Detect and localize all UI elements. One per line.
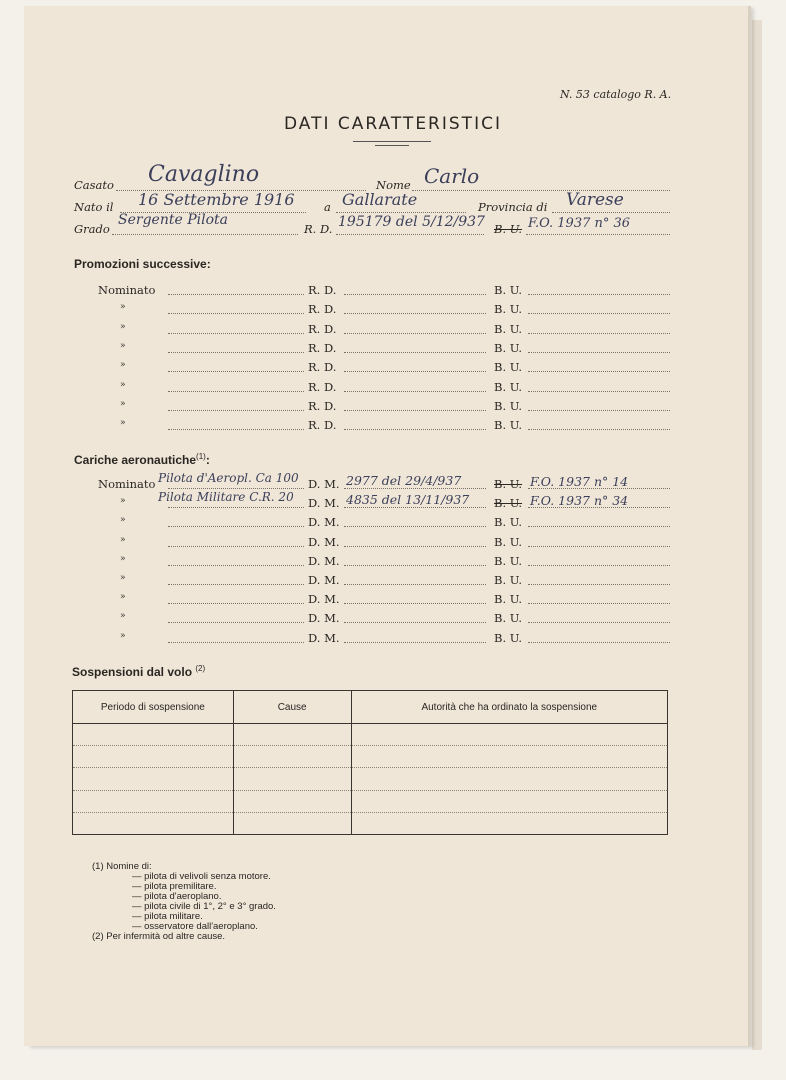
rd-line	[344, 352, 486, 353]
cariche-heading-note: (1)	[196, 452, 206, 461]
casato-value: Cavaglino	[148, 162, 260, 187]
dm-line	[344, 507, 486, 508]
sospensioni-header-row	[73, 691, 668, 724]
dm-label: D. M.	[308, 592, 340, 607]
rd-line	[344, 313, 486, 314]
sospensioni-cell	[351, 812, 667, 834]
bu-label: B. U.	[494, 553, 523, 568]
catalog-number: N. 53 catalogo R. A.	[560, 88, 672, 101]
dm-label: D. M.	[308, 515, 340, 530]
rd-value: 195179 del 5/12/937	[338, 214, 485, 230]
dm-label: D. M.	[308, 534, 340, 549]
rd-line	[344, 294, 486, 295]
sospensioni-heading-note: (2)	[195, 664, 206, 673]
carica-bu-value: F.O. 1937 n° 14	[530, 474, 629, 489]
bu-label: B. U.	[494, 340, 523, 355]
bu-label: B. U.	[494, 379, 523, 394]
bu-line	[528, 294, 670, 295]
ditto-mark: »	[120, 360, 126, 371]
cariche-heading-text: Cariche aeronautiche	[74, 453, 197, 467]
title-line	[168, 546, 304, 547]
bu-value: F.O. 1937 n° 36	[528, 216, 631, 231]
bu-label: B. U.	[494, 477, 523, 491]
casato-label: Casato	[74, 178, 114, 192]
nome-value: Carlo	[424, 164, 480, 188]
rd-line	[344, 410, 486, 411]
bu-label: B. U.	[494, 360, 523, 375]
rd-label: R. D.	[308, 302, 337, 317]
rd-label: R. D.	[308, 360, 337, 375]
carica-dm-value: 2977 del 29/4/937	[346, 473, 462, 488]
a-line	[336, 212, 466, 213]
dm-line	[344, 488, 486, 489]
dm-label: D. M.	[308, 573, 340, 587]
rd-line	[336, 234, 484, 235]
grado-label: Grado	[74, 222, 110, 236]
page-edge	[752, 20, 762, 1050]
sospensioni-cell	[351, 724, 667, 746]
sospensioni-cell	[351, 790, 667, 812]
a-label: a	[324, 200, 331, 214]
rd-line	[344, 429, 486, 430]
title-line	[168, 526, 304, 527]
rd-label: R. D.	[308, 321, 337, 336]
a-value: Gallarate	[342, 190, 418, 209]
ditto-mark: »	[120, 611, 126, 622]
sospensioni-row	[73, 812, 668, 834]
footnote-1f: — osservatore dall'aeroplano.	[132, 921, 258, 932]
title-line	[168, 333, 304, 334]
ditto-mark: »	[120, 592, 126, 603]
rd-line	[344, 333, 486, 334]
bu-line	[528, 526, 670, 527]
footnote-1c: — pilota d'aeroplano.	[132, 891, 222, 902]
nominato-label: Nominato	[98, 283, 156, 297]
ditto-mark: »	[120, 398, 126, 409]
bu-label: B. U.	[494, 283, 523, 297]
bu-line	[528, 584, 670, 585]
footnote-1d: — pilota civile di 1°, 2° e 3° grado.	[132, 901, 276, 912]
rd-label: R. D.	[308, 283, 337, 297]
bu-label: B. U.	[494, 534, 523, 549]
bu-label: B. U.	[494, 573, 523, 587]
title-line	[168, 584, 304, 585]
sospensioni-cell	[73, 746, 234, 768]
bu-label: B. U.	[494, 302, 523, 317]
nome-line	[412, 190, 670, 191]
carica-title-value: Pilota Militare C.R. 20	[158, 490, 294, 505]
ditto-mark: »	[120, 573, 126, 583]
bu-line	[528, 371, 670, 372]
carica-bu-value: F.O. 1937 n° 34	[530, 493, 629, 509]
ditto-mark: »	[120, 418, 126, 429]
nominato-label: Nominato	[98, 477, 156, 491]
bu-line	[528, 391, 670, 392]
rd-label: R. D.	[308, 379, 337, 394]
sospensioni-cell	[73, 768, 234, 790]
bu-line	[528, 410, 670, 411]
sospensioni-heading	[72, 664, 205, 679]
ditto-mark: »	[120, 515, 126, 526]
dm-line	[344, 526, 486, 527]
bu-line	[528, 546, 670, 547]
sospensioni-cell	[233, 790, 351, 812]
provincia-value: Varese	[566, 190, 624, 210]
dm-line	[344, 584, 486, 585]
grado-line	[112, 234, 298, 235]
dm-line	[344, 603, 486, 604]
bu-label: B. U.	[494, 515, 523, 530]
provincia-label: Provincia di	[478, 200, 548, 214]
bu-label: B. U.	[494, 592, 523, 607]
sospensioni-heading-text: Sospensioni dal volo	[72, 665, 193, 679]
bu-line	[526, 234, 670, 235]
grado-value: Sergente Pilota	[118, 212, 228, 228]
title-line	[168, 603, 304, 604]
bu-label: B. U.	[494, 398, 523, 413]
dm-label: D. M.	[308, 496, 340, 511]
bu-label: B. U.	[494, 321, 523, 336]
title-line	[168, 313, 304, 314]
ditto-mark: »	[120, 630, 126, 641]
dm-line	[344, 546, 486, 547]
sospensioni-row	[73, 790, 668, 812]
title-line	[168, 622, 304, 623]
bu-line	[528, 313, 670, 314]
sospensioni-table	[72, 690, 668, 835]
sospensioni-cell	[73, 724, 234, 746]
sospensioni-row	[73, 768, 668, 790]
bu-line	[528, 352, 670, 353]
rd-label: R. D.	[308, 418, 337, 433]
footnote-2: (2) Per infermità od altre cause.	[92, 931, 226, 942]
nato-value: 16 Settembre 1916	[138, 190, 295, 209]
title-line	[168, 391, 304, 392]
bu-label: B. U.	[494, 418, 523, 433]
bu-line	[528, 622, 670, 623]
ditto-mark: »	[120, 321, 126, 332]
title-rule-short	[375, 145, 409, 146]
sospensioni-row	[73, 746, 668, 768]
dm-line	[344, 565, 486, 566]
sospensioni-cell	[233, 724, 351, 746]
ditto-mark: »	[120, 302, 126, 313]
title-line	[168, 371, 304, 372]
carica-title-value: Pilota d'Aeropl. Ca 100	[158, 471, 299, 485]
col-periodo: Periodo di sospensione	[73, 691, 234, 724]
footnote-1b: — pilota premilitare.	[132, 881, 217, 892]
bu-label: B. U.	[494, 496, 523, 511]
rd-label: R. D.	[308, 398, 337, 413]
dm-line	[344, 622, 486, 623]
ditto-mark: »	[120, 496, 126, 507]
sospensioni-cell	[73, 790, 234, 812]
dm-label: D. M.	[308, 553, 340, 568]
sospensioni-body	[73, 724, 668, 835]
title-rule	[353, 141, 431, 142]
title-line	[168, 352, 304, 353]
cariche-heading	[74, 452, 210, 467]
bu-label: B. U.	[494, 630, 523, 645]
sospensioni-cell	[351, 746, 667, 768]
col-autorita: Autorità che ha ordinato la sospensione	[351, 691, 667, 724]
title-line	[168, 642, 304, 643]
title-line	[168, 429, 304, 430]
title-line	[168, 488, 304, 489]
page-title: DATI CARATTERISTICI	[284, 114, 502, 134]
rd-label: R. D.	[308, 340, 337, 355]
title-line	[168, 565, 304, 566]
rd-label: R. D.	[304, 222, 333, 236]
ditto-mark: »	[120, 553, 126, 564]
title-line	[168, 410, 304, 411]
title-line	[168, 507, 304, 508]
cariche-heading-colon: :	[205, 453, 210, 467]
promozioni-heading: Promozioni successive:	[74, 257, 211, 271]
bu-label: B. U.	[494, 222, 523, 236]
footnote-1e: — pilota militare.	[132, 911, 203, 922]
sospensioni-cell	[233, 746, 351, 768]
dm-label: D. M.	[308, 630, 340, 645]
bu-label: B. U.	[494, 611, 523, 626]
bu-line	[528, 333, 670, 334]
dm-label: D. M.	[308, 611, 340, 626]
sospensioni-cell	[73, 812, 234, 834]
bu-line	[528, 642, 670, 643]
bu-line	[528, 603, 670, 604]
sospensioni-cell	[351, 768, 667, 790]
nome-label: Nome	[376, 178, 411, 192]
ditto-mark: »	[120, 340, 126, 351]
dm-line	[344, 642, 486, 643]
footnote-1: (1) Nomine di:	[92, 861, 152, 872]
ditto-mark: »	[120, 534, 126, 545]
bu-line	[528, 565, 670, 566]
dm-label: D. M.	[308, 477, 340, 491]
carica-dm-value: 4835 del 13/11/937	[346, 492, 470, 508]
sospensioni-row	[73, 724, 668, 746]
title-line	[168, 294, 304, 295]
rd-line	[344, 371, 486, 372]
footnote-1a: — pilota di velivoli senza motore.	[132, 871, 271, 882]
rd-line	[344, 391, 486, 392]
provincia-line	[552, 212, 670, 213]
sospensioni-cell	[233, 768, 351, 790]
ditto-mark: »	[120, 379, 126, 390]
nato-label: Nato il	[74, 200, 114, 214]
bu-line	[528, 429, 670, 430]
sospensioni-cell	[233, 812, 351, 834]
col-cause: Cause	[233, 691, 351, 724]
